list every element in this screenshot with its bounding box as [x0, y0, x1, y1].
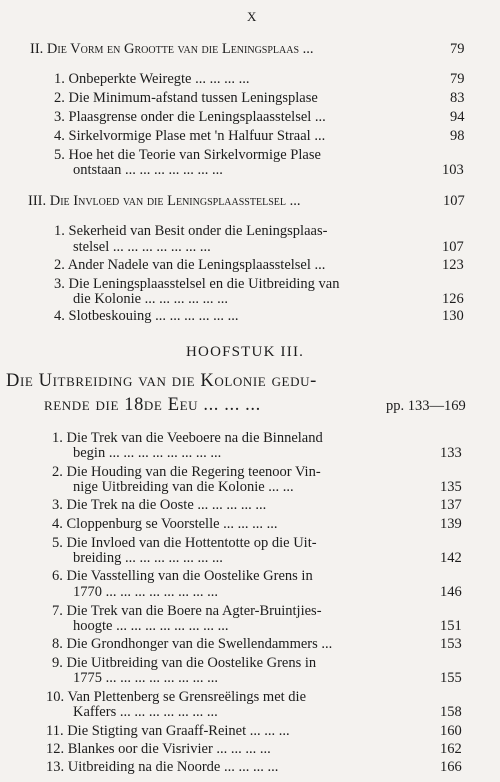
toc-entry: 7. Die Trek van die Boere na Agter-Bruintjies- [52, 603, 322, 619]
chapter-title-line2: rende die 18de Eeu ... ... ... [44, 395, 261, 415]
toc-entry-continuation: stelsel ... ... ... ... ... ... ... [73, 239, 211, 255]
toc-entry: 12. Blankes oor die Visrivier ... ... ... ... [46, 741, 271, 757]
toc-entry: 11. Die Stigting van Graaff-Reinet ... ... ... [46, 723, 290, 739]
toc-entry: 5. Die Invloed van die Hottentotte op die Uit- [52, 535, 317, 551]
toc-entry-page: 98 [450, 128, 465, 144]
toc-entry: 2. Die Minimum-afstand tussen Leningsplase [54, 90, 318, 106]
toc-entry-continuation: Kaffers ... ... ... ... ... ... ... [73, 704, 218, 720]
toc-entry: 3. Die Leningsplaasstelsel en die Uitbreiding van [54, 276, 340, 292]
toc-entry: 3. Plaasgrense onder die Leningsplaasstelsel ... [54, 109, 326, 125]
toc-entry: 1. Onbeperkte Weiregte ... ... ... ... [54, 71, 250, 87]
chapter-pages: pp. 133—169 [386, 398, 466, 414]
toc-entry-page: 107 [442, 239, 464, 255]
toc-entry-continuation: die Kolonie ... ... ... ... ... ... [73, 291, 229, 307]
toc-entry-page: 139 [440, 516, 462, 532]
toc-entry-page: 79 [450, 71, 465, 87]
toc-entry-page: 83 [450, 90, 465, 106]
toc-entry: 9. Die Uitbreiding van die Oostelike Grens in [52, 655, 317, 671]
toc-entry-continuation: breiding ... ... ... ... ... ... ... [73, 550, 223, 566]
toc-entry-continuation: 1775 ... ... ... ... ... ... ... ... [73, 670, 218, 686]
section-page: 79 [450, 41, 465, 57]
toc-entry: 4. Slotbeskouing ... ... ... ... ... ... [54, 308, 239, 324]
toc-entry-continuation: hoogte ... ... ... ... ... ... ... ... [73, 618, 229, 634]
toc-entry-continuation: nige Uitbreiding van die Kolonie ... ... [73, 479, 294, 495]
chapter-title-line1: Die Uitbreiding van die Kolonie gedu- [6, 371, 317, 391]
toc-entry: 3. Die Trek na die Ooste ... ... ... ... ... [52, 497, 267, 513]
section-page: 107 [443, 193, 465, 209]
toc-entry-page: 153 [440, 636, 462, 652]
toc-entry-continuation: 1770 ... ... ... ... ... ... ... ... [73, 584, 218, 600]
toc-entry-page: 142 [440, 550, 462, 566]
toc-entry-page: 166 [440, 759, 462, 775]
toc-entry-continuation: ontstaan ... ... ... ... ... ... ... [73, 162, 223, 178]
toc-entry: 4. Sirkelvormige Plase met 'n Halfuur Straal ... [54, 128, 326, 144]
toc-entry-page: 103 [442, 162, 464, 178]
toc-entry: 1. Sekerheid van Besit onder die Leningsplaas- [54, 223, 328, 239]
toc-entry-page: 133 [440, 445, 462, 461]
toc-entry-page: 158 [440, 704, 462, 720]
toc-entry: 13. Uitbreiding na die Noorde ... ... ... ... [46, 759, 279, 775]
page-marker: X [247, 9, 257, 24]
toc-entry-page: 123 [442, 257, 464, 273]
toc-entry-page: 155 [440, 670, 462, 686]
toc-entry-page: 146 [440, 584, 462, 600]
toc-entry-page: 162 [440, 741, 462, 757]
toc-entry-page: 94 [450, 109, 465, 125]
toc-entry: 1. Die Trek van die Veeboere na die Binneland [52, 430, 323, 446]
toc-entry: 5. Hoe het die Teorie van Sirkelvormige Plase [54, 147, 321, 163]
toc-entry-page: 151 [440, 618, 462, 634]
toc-entry: 6. Die Vasstelling van die Oostelike Grens in [52, 568, 313, 584]
section-title: II. Die Vorm en Grootte van die Leningsplaas ... [30, 41, 314, 57]
toc-entry: 2. Ander Nadele van die Leningsplaasstelsel ... [54, 257, 326, 273]
toc-entry-page: 126 [442, 291, 464, 307]
toc-entry: 8. Die Grondhonger van die Swellendammers ... [52, 636, 333, 652]
toc-entry: 2. Die Houding van die Regering teenoor Vin- [52, 464, 321, 480]
chapter-heading: HOOFSTUK III. [186, 344, 305, 360]
toc-entry: 10. Van Plettenberg se Grensreëlings met die [46, 689, 307, 705]
toc-entry-continuation: begin ... ... ... ... ... ... ... ... [73, 445, 222, 461]
toc-entry: 4. Cloppenburg se Voorstelle ... ... ... ... [52, 516, 278, 532]
section-title: III. Die Invloed van die Leningsplaasstelsel ... [28, 193, 301, 209]
toc-entry-page: 137 [440, 497, 462, 513]
toc-entry-page: 135 [440, 479, 462, 495]
toc-entry-page: 130 [442, 308, 464, 324]
toc-entry-page: 160 [440, 723, 462, 739]
